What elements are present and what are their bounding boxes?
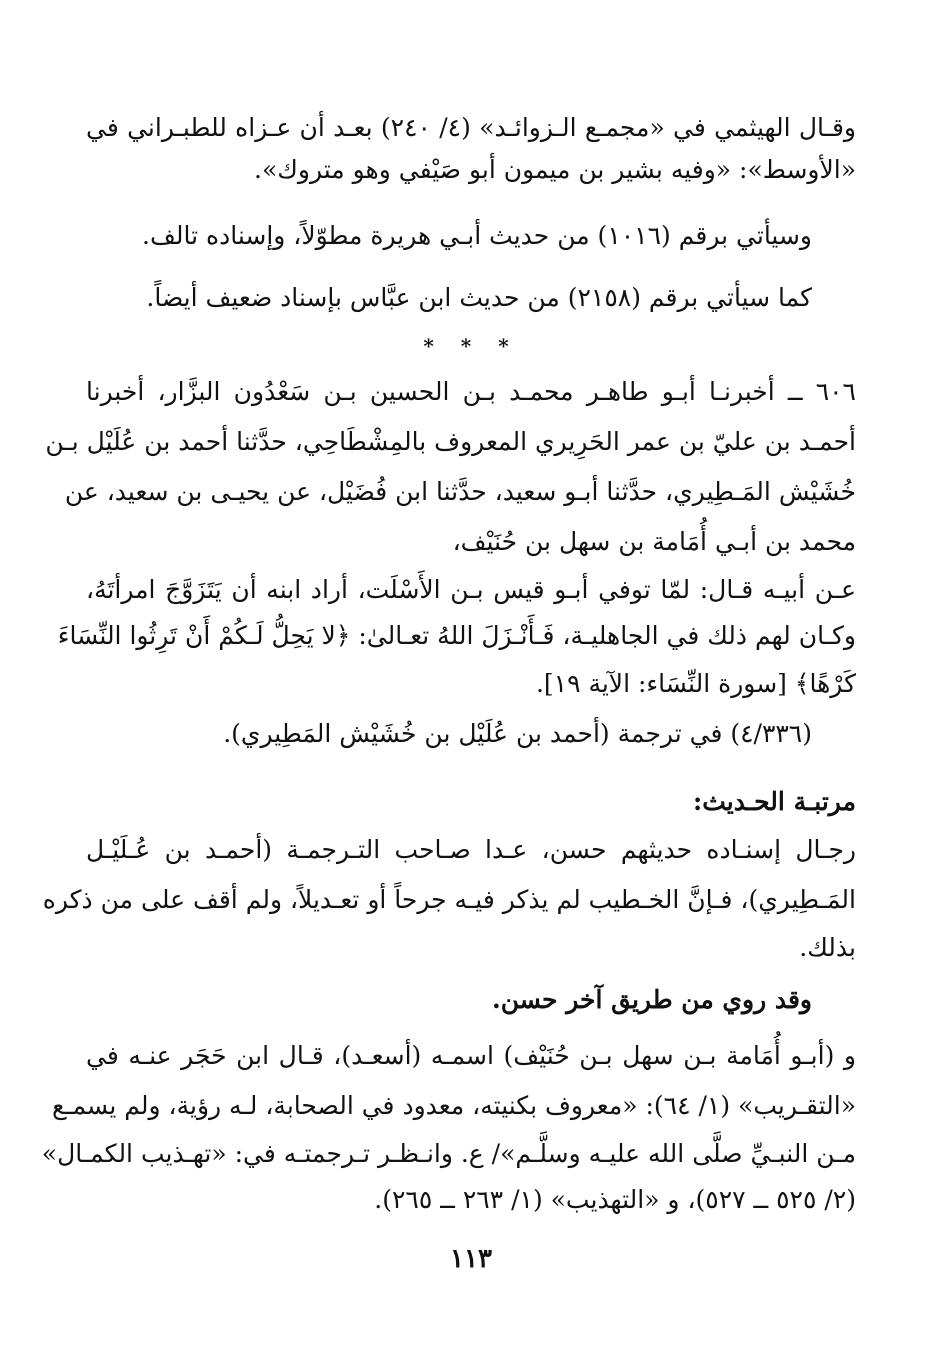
text-line: «الأوسط»: «وفيه بشير بن ميمون أبو صَيْفي وهو متروك». bbox=[254, 155, 856, 184]
bio-line: و (أبـو أُمَامة بـن سهل بـن حُنَيْف) اسمـه (أسعـد)، قـال ابن حَجَر عنـه في bbox=[86, 1041, 856, 1070]
hadith-line: ٦٠٦ ــ أخبرنـا أبـو طاهـر محمـد بـن الحسين بـن سَعْدُون البزَّار، أخبرنا bbox=[86, 377, 856, 406]
bio-line: (٢/ ٥٢٥ ــ ٥٢٧)، و «التهذيب» (١/ ٢٦٣ ــ ٢٦٥). bbox=[374, 1185, 856, 1214]
hadith-line: خُشَيْش المَـطِيري، حدَّثنا أبـو سعيد، حدَّثنا ابن فُضَيْل، عن يحيـى بن سعيد، عن bbox=[64, 477, 856, 506]
rank-line: وقد روي من طريق آخر حسن. bbox=[492, 985, 812, 1014]
rank-line: المَـطِيري)، فـإنَّ الخـطيب لم يذكر فيـه جرحاً أو تعـديلاً، ولم أقف على من ذكره bbox=[42, 885, 856, 914]
section-heading: مرتبـة الحـديث: bbox=[692, 787, 856, 816]
hadith-line: كَرْهًا﴾ [سورة النِّسَاء: الآية ١٩]. bbox=[535, 669, 856, 698]
hadith-line: وكـان لهم ذلك في الجاهليـة، فَـأَنْـزَلَ اللهُ تعـالىٰ: ﴿لا يَحِلُّ لَـكُمْ أَنْ تَرِثُوا النِّسَاءَ bbox=[57, 621, 856, 650]
bio-line: «التقـريب» (١/ ٦٤): «معروف بكنيته، معدود في الصحابة، لـه رؤية، ولم يسمـع bbox=[51, 1091, 856, 1120]
rank-line: رجـال إسنـاده حديثهم حسن، عـدا صـاحب التـرجمـة (أحمـد بن عُـلَيْـل bbox=[86, 835, 856, 864]
hadith-line: أحمـد بن عليّ بن عمر الحَرِيري المعروف بالمِشْطَاحِي، حدَّثنا أحمد بن عُلَيْل بـن bbox=[45, 427, 856, 456]
note-line: كما سيأتي برقم (٢١٥٨) من حديث ابن عبَّاس بإسناد ضعيف أيضاً. bbox=[146, 283, 812, 312]
note-line: وسيأتي برقم (١٠١٦) من حديث أبـي هريرة مطوّلاً، وإسناده تالف. bbox=[142, 221, 812, 250]
hadith-line: محمد بن أبـي أُمَامة بن سهل بن حُنَيْف، bbox=[452, 527, 856, 556]
section-separator: * * * bbox=[423, 334, 519, 358]
rank-line: بذلك. bbox=[799, 933, 856, 962]
bio-line: مـن النبـيِّ صلَّى الله عليـه وسلَّـم»/ ع. وانـظـر تـرجمتـه في: «تهـذيب الكمـال» bbox=[41, 1139, 856, 1168]
source-line: (٤/٣٣٦) في ترجمة (أحمد بن عُلَيْل بن خُشَيْش المَطِيري). bbox=[223, 719, 812, 748]
page-number: ١١٣ bbox=[450, 1244, 492, 1274]
text-line: وقـال الهيثمي في «مجمـع الـزوائـد» (٤/ ٢٤٠) بعـد أن عـزاه للطبـراني في bbox=[86, 113, 856, 142]
hadith-line: عـن أبيـه قـال: لمّا توفي أبـو قيس بـن الأَسْلَت، أراد ابنه أن يَتَزَوَّجَ امرأتَهُ، bbox=[86, 575, 856, 604]
